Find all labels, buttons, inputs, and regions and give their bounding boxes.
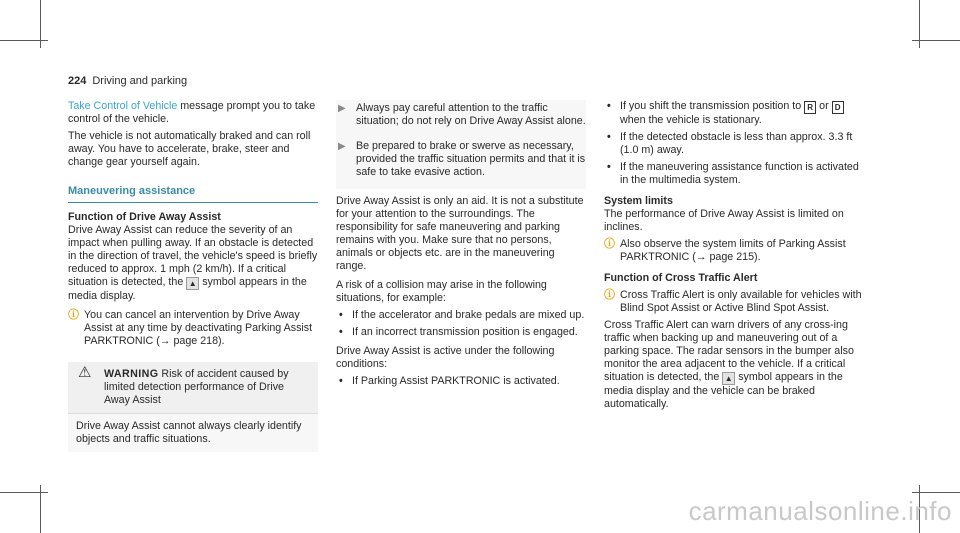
warning-header bbox=[68, 362, 318, 413]
column-2 bbox=[336, 100, 586, 388]
function-text: Drive Away Assist can reduce the severity of an impact when pulling away. If an obstacle is detected in the direction of travel, the vehicle's speed is briefly reduced to approx. 1 mph (2 km/h). If a critical situation is detected, the ▲ symbol appears in the media display. bbox=[68, 224, 318, 302]
cta-heading: Function of Cross Traffic Alert bbox=[604, 272, 758, 284]
note: ⓘ Cross Traffic Alert is only available for vehicles with Blind Spot Assist or Active Blind Spot Assist. bbox=[604, 289, 862, 314]
list-item: • If an incorrect transmission position is engaged. bbox=[339, 326, 578, 338]
section-title: Maneuvering assistance bbox=[68, 185, 318, 203]
list-item: • If Parking Assist PARKTRONIC is activated. bbox=[339, 375, 560, 387]
warning-heading: Risk of accident caused by limited detection performance of Drive Away Assist bbox=[104, 368, 289, 406]
cta-text: Cross Traffic Alert can warn drivers of any cross-ing traffic when backing up and maneuvering out of a parking space. The radar sensors in the bumper also monitor the area adjacent to the vehicle. If a critical situation is detected, the ▲ symbol appears in the media display and the vehicle can be braked automatically. bbox=[604, 319, 854, 410]
info-icon: ⓘ bbox=[604, 289, 615, 301]
step: ▶ Always pay careful attention to the traffic situation; do not rely on Drive Away Assist alone. bbox=[338, 102, 586, 127]
list-item: • If the maneuvering assistance function is activated in the multimedia system. bbox=[607, 161, 859, 186]
step: ▶ Be prepared to brake or swerve as necessary, provided the traffic situation permits and that it is safe to take evasive action. bbox=[338, 140, 586, 178]
warning-steps bbox=[336, 100, 586, 189]
info-icon: ⓘ bbox=[604, 238, 615, 250]
function-heading: Function of Drive Away Assist bbox=[68, 211, 221, 223]
list-item: • If you shift the transmission position to R or D when the vehicle is stationary. bbox=[604, 100, 866, 127]
crop-mark bbox=[912, 492, 960, 493]
watermark: carmanualsonline.info bbox=[688, 496, 952, 526]
column-3 bbox=[604, 100, 866, 411]
limits-text: The performance of Drive Away Assist is limited on inclines. bbox=[604, 208, 844, 233]
warning-triangle-icon: ⚠ bbox=[78, 364, 92, 381]
arrow-right-icon: ▶ bbox=[338, 141, 346, 152]
info-icon: ⓘ bbox=[68, 309, 79, 321]
limits-heading: System limits bbox=[604, 195, 673, 207]
note: ⓘ Also observe the system limits of Parking Assist PARKTRONIC (→ page 215). bbox=[604, 238, 846, 263]
running-title: Driving and parking bbox=[92, 75, 188, 87]
intro-paragraph: Take Control of Vehicle message prompt you to take control of the vehicle. bbox=[68, 100, 316, 125]
paragraph: A risk of a collision may arise in the following situations, for example: bbox=[336, 279, 547, 304]
warning-label: WARNING bbox=[104, 368, 159, 380]
intro-paragraph-2: The vehicle is not automatically braked and can roll away. You have to accelerate, brake, steer and change gear yourself again. bbox=[68, 130, 311, 168]
paragraph: Drive Away Assist is active under the following conditions: bbox=[336, 345, 555, 370]
crop-mark bbox=[0, 40, 48, 41]
car-symbol-icon: ▲ bbox=[186, 277, 199, 290]
crop-mark bbox=[912, 40, 960, 41]
gear-r-symbol: R bbox=[804, 101, 816, 114]
warning-box bbox=[68, 362, 318, 452]
message-link[interactable]: Take Control of Vehicle bbox=[68, 100, 178, 112]
gear-d-symbol: D bbox=[832, 101, 844, 114]
note: ⓘ You can cancel an intervention by Drive Away Assist at any time by deactivating Parking Assist PARKTRONIC (→ page 218). bbox=[68, 309, 313, 347]
arrow-right-icon: ▶ bbox=[338, 103, 346, 114]
list-item: • If the accelerator and brake pedals are mixed up. bbox=[339, 309, 585, 321]
car-symbol-icon: ▲ bbox=[722, 372, 735, 385]
paragraph: Drive Away Assist is only an aid. It is not a substitute for your attention to the surroundings. The responsibility for safe maneuvering and parking remains with you. Make sure that no persons, animals or objects etc. are in the maneuvering range. bbox=[336, 195, 584, 272]
page-number: 224 bbox=[68, 75, 87, 87]
crop-mark bbox=[0, 492, 48, 493]
warning-body: Drive Away Assist cannot always clearly identify objects and traffic situations. bbox=[68, 413, 318, 452]
list-item: • If the detected obstacle is less than approx. 3.3 ft (1.0 m) away. bbox=[607, 131, 853, 156]
page-header bbox=[68, 74, 187, 88]
column-1 bbox=[68, 100, 318, 452]
